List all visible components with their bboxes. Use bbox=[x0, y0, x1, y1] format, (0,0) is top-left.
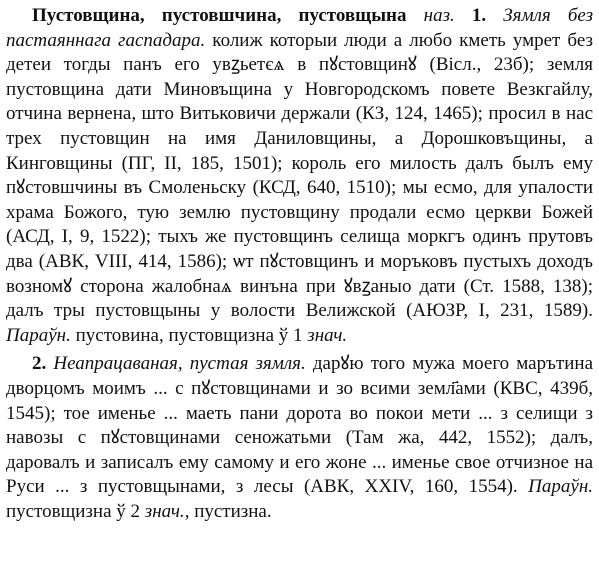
sense-2-quotations: дарꙋю того мужа моего марътина дворцомъ моимъ ... с пꙋстовщинами и зо всими земл҃ами (КВС, 439б, 1545); тое именье ... маеть пани доpoта во покои мети ... з селищи з навозы с пꙋстовщинами сеножатьми (Там жа, 442, 1552); далъ, даровалъ и записалъ ему самому и его жоне ... именье свое отчизное на Руси ... з пустовщынами, з лесы (АВК, XXIV, 160, 1554). bbox=[6, 353, 594, 498]
sense-2-parallel-text: пустовщизна bbox=[6, 500, 112, 522]
entry-headword: Пустовщина, пустовшчина, пустовщына bbox=[32, 5, 407, 26]
sense-number-1: 1. bbox=[471, 5, 487, 26]
sense-1-definition: Зямля без пастаяннага гаспадара. bbox=[6, 5, 594, 51]
sense-1-parallel-text: пустовина, пустовщизна ў 1 bbox=[75, 324, 303, 346]
sense-2-znach: знач. bbox=[144, 500, 185, 522]
entry-sense-1 bbox=[6, 4, 593, 348]
sense-2-parallel-label: Параўн. bbox=[528, 476, 594, 498]
entry-sense-2 bbox=[6, 352, 593, 524]
sense-2-definition: Неапрацаваная, пустая зямля. bbox=[53, 353, 306, 375]
part-of-speech: наз. bbox=[423, 5, 455, 26]
sense-1-parallel-label: Параўн. bbox=[6, 324, 71, 346]
sense-2-znach-prefix: ў 2 bbox=[116, 500, 141, 522]
sense-number-2: 2. bbox=[32, 353, 47, 375]
sense-1-quotations: колиж которыи люди а любо кметь умрет без детеи тогды панъ его увꙁьетєѧ в пꙋстовщинꙋ (Віcл., 23б); земля пустовщина дати Миновъщина у Новгородскомъ повете Везкгайлу, отчина вернена, штo Витьковичи держали (КЗ, 124, 1465); просил в нас трех пустовщин на имя Даниловщины, а Дорошковъщины, а Кинговщины (ПГ, II, 185, 1501); король его милость далъ былъ ему пꙋстовшчины въ Смоленьску (КСД, 640, 1510); мы есмо, для упалости храма Божого, тую землю пустовщину продали есмо церкви Божей (АСД, I, 9, 1522); тыхъ же пустовщинъ селища моркгъ одинъ прутовъ два (АВК, VIII, 414, 1586); ѡт пꙋстовщинъ и моръковъ пустыхъ доходъ возномꙋ сторона жалобнаѧ винъна при ꙋвꙁаныо дати (Ст. 1588, 138); далъ тры пустовщыны у волости Велижской (АЮЗР, I, 231, 1589). bbox=[6, 29, 593, 322]
sense-1-znach: знач. bbox=[307, 324, 348, 346]
sense-2-tail: , пустизна. bbox=[184, 500, 272, 522]
